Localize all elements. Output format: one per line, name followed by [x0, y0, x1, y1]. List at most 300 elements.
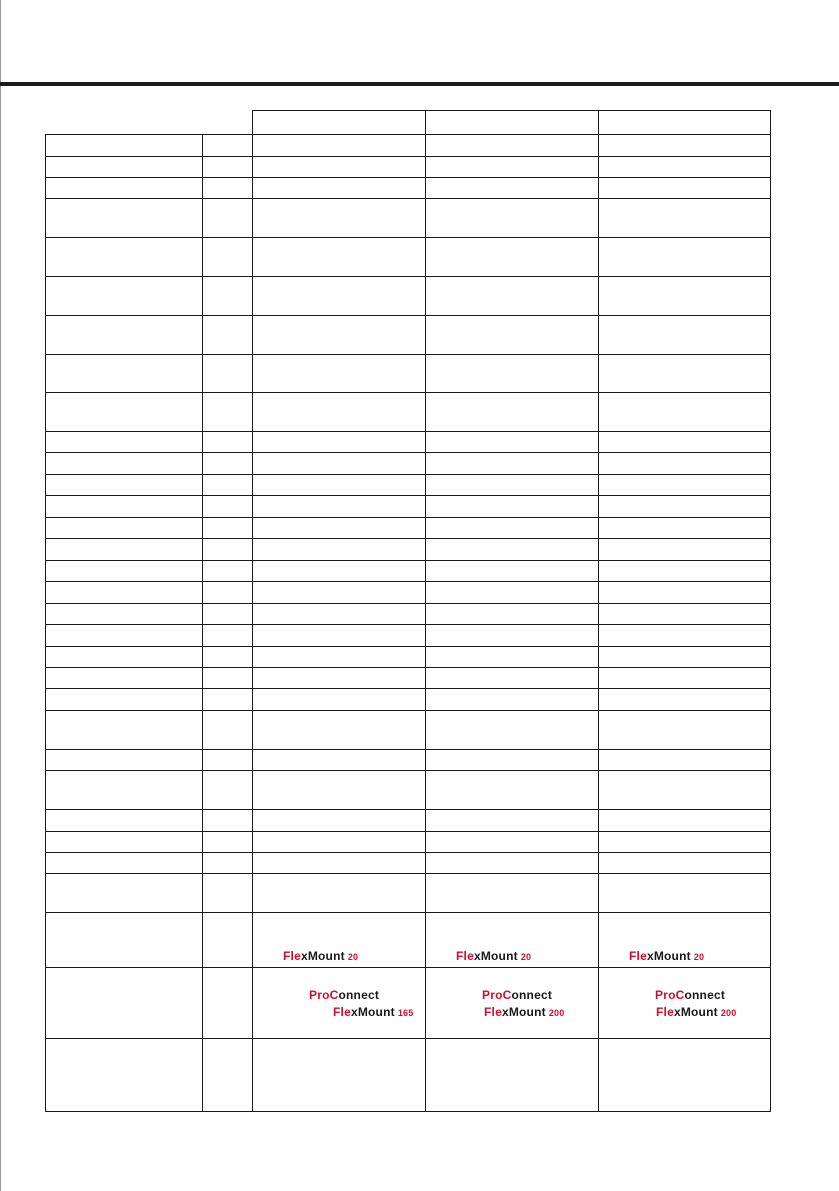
row-unit-cell — [203, 711, 253, 750]
logo-flex-red: Fle — [283, 949, 301, 963]
row-value-cell — [599, 711, 771, 750]
cell-content — [253, 539, 425, 560]
row-value-cell — [599, 157, 771, 178]
cell-content — [599, 475, 770, 495]
flexmount-logo — [484, 1005, 564, 1020]
cell-content — [599, 913, 770, 967]
header-cell-model-3 — [599, 111, 771, 135]
cell-content — [253, 157, 425, 177]
cell-content — [426, 316, 598, 354]
cell-content — [599, 968, 770, 1038]
cell-content — [599, 238, 770, 276]
row-label-cell — [46, 393, 203, 432]
row-unit-cell — [203, 238, 253, 277]
logo-flex-red: Fle — [333, 1005, 351, 1019]
cell-content — [599, 518, 770, 538]
row-value-cell — [253, 518, 426, 539]
logo-flex-number: 20 — [347, 952, 359, 962]
cell-content — [253, 711, 425, 749]
row-value-cell — [599, 539, 771, 561]
cell-content — [253, 238, 425, 276]
row-label-cell — [46, 689, 203, 711]
row-unit-cell — [203, 874, 253, 913]
row-value-cell — [426, 432, 599, 453]
row-value-cell — [426, 625, 599, 647]
row-label-cell — [46, 582, 203, 604]
table-row — [46, 647, 771, 668]
cell-content — [253, 913, 425, 967]
flexmount-logo — [456, 949, 531, 964]
cell-content — [599, 771, 770, 809]
cell-content — [426, 453, 598, 474]
cell-content — [426, 668, 598, 688]
row-value-cell — [426, 199, 599, 238]
cell-content — [253, 853, 425, 873]
row-unit-cell — [203, 832, 253, 853]
cell-content — [599, 853, 770, 873]
logo-pro-rest: nnect — [692, 988, 726, 1002]
table-row — [46, 355, 771, 393]
cell-content — [253, 432, 425, 452]
row-unit-cell — [203, 475, 253, 496]
row-label-cell — [46, 453, 203, 475]
header-cell-model-1 — [253, 111, 426, 135]
row-value-cell — [599, 475, 771, 496]
cell-content — [426, 604, 598, 624]
row-label-cell — [46, 238, 203, 277]
flexmount-logo — [629, 949, 704, 964]
row-value-cell — [253, 157, 426, 178]
row-unit-cell — [203, 750, 253, 771]
row-unit-cell — [203, 496, 253, 518]
cell-content — [253, 771, 425, 809]
logo-flex-red: Fle — [456, 949, 474, 963]
cell-content — [253, 316, 425, 354]
cell-content — [599, 355, 770, 392]
row-value-cell — [253, 832, 426, 853]
cell-content — [599, 316, 770, 354]
logo-pro-rest: nnect — [346, 988, 380, 1002]
header-row — [46, 111, 771, 135]
row-label-cell — [46, 832, 203, 853]
table-row — [46, 135, 771, 157]
row-value-cell — [426, 157, 599, 178]
cell-content — [426, 432, 598, 452]
cell-content — [426, 238, 598, 276]
row-value-cell — [599, 453, 771, 475]
row-label-cell — [46, 750, 203, 771]
row-label-cell — [46, 277, 203, 316]
row-label-cell — [46, 518, 203, 539]
flexmount-logo — [283, 949, 358, 964]
cell-content — [426, 561, 598, 581]
table-row — [46, 689, 771, 711]
row-label-cell — [46, 1039, 203, 1112]
cell-content — [426, 199, 598, 237]
cell-content — [599, 432, 770, 452]
row-unit-cell — [203, 582, 253, 604]
row-value-cell — [253, 178, 426, 199]
row-value-cell — [599, 178, 771, 199]
row-unit-cell — [203, 771, 253, 810]
row-value-cell — [253, 647, 426, 668]
logo-flex-red: Fle — [629, 949, 647, 963]
cell-content — [599, 277, 770, 315]
cell-content — [426, 582, 598, 603]
cell-content — [253, 625, 425, 646]
row-unit-cell — [203, 625, 253, 647]
spec-table-body — [46, 111, 771, 1112]
row-value-cell — [426, 453, 599, 475]
logo-pro-rest: nnect — [519, 988, 553, 1002]
cell-content — [253, 689, 425, 710]
row-unit-cell — [203, 968, 253, 1039]
cell-content — [426, 135, 598, 156]
table-row — [46, 968, 771, 1039]
row-value-cell — [599, 582, 771, 604]
row-value-cell — [253, 539, 426, 561]
row-unit-cell — [203, 518, 253, 539]
logo-flex-number: 200 — [720, 1008, 737, 1018]
row-value-cell — [426, 316, 599, 355]
logo-pro-red: Pro — [309, 988, 330, 1002]
cell-content — [253, 647, 425, 667]
proconnect-logo — [482, 988, 552, 1002]
cell-content — [426, 810, 598, 831]
row-label-cell — [46, 874, 203, 913]
cell-content — [253, 496, 425, 517]
row-unit-cell — [203, 135, 253, 157]
row-value-cell — [426, 689, 599, 711]
row-value-cell — [599, 853, 771, 874]
row-label-cell — [46, 853, 203, 874]
row-value-cell — [599, 604, 771, 625]
table-row — [46, 582, 771, 604]
row-unit-cell — [203, 561, 253, 582]
table-row — [46, 810, 771, 832]
cell-content — [599, 810, 770, 831]
logo-flex-x: x — [501, 1005, 509, 1019]
logo-flex-red: Fle — [656, 1005, 674, 1019]
row-value-cell — [599, 135, 771, 157]
logo-pro-c: C — [502, 988, 512, 1002]
proconnect-logo — [655, 988, 725, 1002]
cell-content — [599, 874, 770, 912]
row-label-cell — [46, 157, 203, 178]
table-row — [46, 316, 771, 355]
cell-content — [426, 518, 598, 538]
row-value-cell — [426, 582, 599, 604]
row-value-cell — [599, 750, 771, 771]
table-row — [46, 496, 771, 518]
row-label-cell — [46, 539, 203, 561]
cell-content — [599, 647, 770, 667]
header-blank-cell — [46, 111, 253, 135]
table-row — [46, 604, 771, 625]
cell-content — [599, 393, 770, 431]
row-unit-cell — [203, 277, 253, 316]
logo-flex-mount: Mount — [480, 949, 518, 963]
row-label-cell — [46, 625, 203, 647]
row-value-cell — [599, 1039, 771, 1112]
table-row — [46, 453, 771, 475]
logo-flex-mount: Mount — [653, 949, 691, 963]
table-row — [46, 157, 771, 178]
cell-content — [426, 968, 598, 1038]
cell-content — [599, 604, 770, 624]
cell-content — [426, 853, 598, 873]
table-row — [46, 238, 771, 277]
cell-content — [599, 625, 770, 646]
cell-content — [253, 199, 425, 237]
logo-pro-red: Pro — [482, 988, 503, 1002]
logo-pro-o: o — [684, 988, 693, 1002]
cell-content — [426, 277, 598, 315]
cell-content — [253, 668, 425, 688]
row-value-cell — [253, 277, 426, 316]
row-unit-cell — [203, 689, 253, 711]
cell-content — [599, 453, 770, 474]
row-value-cell — [599, 561, 771, 582]
cell-content — [253, 832, 425, 852]
page-edge-line — [0, 0, 1, 1191]
logo-pro-o: o — [338, 988, 347, 1002]
cell-content — [599, 178, 770, 198]
row-value-cell — [426, 277, 599, 316]
cell-content — [599, 1039, 770, 1111]
row-value-cell — [253, 561, 426, 582]
row-unit-cell — [203, 157, 253, 178]
row-unit-cell — [203, 647, 253, 668]
row-value-cell — [253, 582, 426, 604]
table-row — [46, 432, 771, 453]
row-label-cell — [46, 968, 203, 1039]
row-value-cell — [253, 135, 426, 157]
row-value-cell — [599, 199, 771, 238]
row-value-cell — [426, 810, 599, 832]
row-label-cell — [46, 604, 203, 625]
row-value-cell — [253, 874, 426, 913]
flexmount-logo — [656, 1005, 736, 1020]
logo-flex-mount: Mount — [680, 1005, 718, 1019]
row-value-cell — [253, 750, 426, 771]
cell-content — [253, 178, 425, 198]
row-value-cell — [426, 832, 599, 853]
row-value-cell — [599, 771, 771, 810]
row-value-cell — [426, 135, 599, 157]
cell-content — [426, 874, 598, 912]
row-value-cell — [599, 518, 771, 539]
row-value-cell — [253, 689, 426, 711]
cell-content — [599, 135, 770, 156]
flexmount-logo — [333, 1005, 413, 1020]
row-value-cell — [599, 355, 771, 393]
row-value-cell — [599, 496, 771, 518]
row-value-cell — [426, 1039, 599, 1112]
cell-content — [599, 496, 770, 517]
logo-flex-x: x — [350, 1005, 358, 1019]
row-value-cell — [253, 432, 426, 453]
cell-content — [426, 771, 598, 809]
row-value-cell — [599, 968, 771, 1039]
table-row — [46, 853, 771, 874]
row-unit-cell — [203, 604, 253, 625]
cell-content — [426, 647, 598, 667]
logo-flex-x: x — [300, 949, 308, 963]
table-row — [46, 277, 771, 316]
logo-flex-number: 20 — [520, 952, 532, 962]
cell-content — [253, 750, 425, 770]
cell-content — [426, 1039, 598, 1111]
header-cell-model-2 — [426, 111, 599, 135]
row-value-cell — [599, 668, 771, 689]
cell-content — [426, 393, 598, 431]
row-value-cell — [253, 393, 426, 432]
row-value-cell — [599, 238, 771, 277]
row-label-cell — [46, 668, 203, 689]
cell-content — [599, 668, 770, 688]
row-label-cell — [46, 355, 203, 393]
table-row — [46, 178, 771, 199]
table-row — [46, 711, 771, 750]
row-value-cell — [599, 647, 771, 668]
row-value-cell — [599, 625, 771, 647]
row-unit-cell — [203, 178, 253, 199]
cell-content — [426, 832, 598, 852]
cell-content — [253, 355, 425, 392]
row-unit-cell — [203, 539, 253, 561]
logo-pro-red: Pro — [655, 988, 676, 1002]
row-value-cell — [253, 711, 426, 750]
row-unit-cell — [203, 853, 253, 874]
row-label-cell — [46, 711, 203, 750]
row-value-cell — [426, 475, 599, 496]
row-value-cell — [253, 625, 426, 647]
row-label-cell — [46, 475, 203, 496]
table-row — [46, 874, 771, 913]
cell-content — [426, 711, 598, 749]
row-unit-cell — [203, 432, 253, 453]
row-value-cell — [253, 199, 426, 238]
row-value-cell — [599, 689, 771, 711]
cell-content — [253, 968, 425, 1038]
cell-content — [426, 157, 598, 177]
logo-flex-number: 20 — [693, 952, 705, 962]
row-value-cell — [253, 316, 426, 355]
row-label-cell — [46, 913, 203, 968]
table-row — [46, 625, 771, 647]
row-value-cell — [426, 561, 599, 582]
cell-content — [599, 539, 770, 560]
table-row — [46, 750, 771, 771]
cell-content — [426, 496, 598, 517]
cell-content — [599, 832, 770, 852]
cell-content — [426, 355, 598, 392]
logo-flex-mount: Mount — [508, 1005, 546, 1019]
table-row — [46, 539, 771, 561]
row-unit-cell — [203, 393, 253, 432]
logo-flex-x: x — [673, 1005, 681, 1019]
cell-content — [253, 475, 425, 495]
table-row — [46, 561, 771, 582]
logo-pro-c: C — [329, 988, 339, 1002]
cell-content — [426, 539, 598, 560]
logo-pro-o: o — [511, 988, 520, 1002]
logo-flex-mount: Mount — [307, 949, 345, 963]
row-value-cell — [599, 277, 771, 316]
cell-content — [426, 750, 598, 770]
row-unit-cell — [203, 913, 253, 968]
row-value-cell — [253, 771, 426, 810]
row-value-cell — [253, 1039, 426, 1112]
cell-content — [253, 393, 425, 431]
cell-content — [253, 582, 425, 603]
table-row — [46, 475, 771, 496]
row-value-cell — [426, 711, 599, 750]
row-value-cell — [426, 968, 599, 1039]
cell-content — [426, 475, 598, 495]
row-value-cell — [426, 238, 599, 277]
row-unit-cell — [203, 668, 253, 689]
cell-content — [426, 625, 598, 646]
logo-flex-x: x — [473, 949, 481, 963]
row-value-cell — [426, 913, 599, 968]
row-unit-cell — [203, 355, 253, 393]
row-value-cell — [599, 316, 771, 355]
table-row — [46, 668, 771, 689]
row-value-cell — [426, 647, 599, 668]
row-value-cell — [426, 178, 599, 199]
row-value-cell — [253, 968, 426, 1039]
cell-content — [253, 135, 425, 156]
row-value-cell — [253, 853, 426, 874]
row-value-cell — [599, 810, 771, 832]
cell-content — [599, 711, 770, 749]
row-unit-cell — [203, 453, 253, 475]
cell-content — [426, 178, 598, 198]
row-value-cell — [599, 913, 771, 968]
row-unit-cell — [203, 1039, 253, 1112]
proconnect-logo — [309, 988, 379, 1002]
row-value-cell — [253, 913, 426, 968]
row-label-cell — [46, 199, 203, 238]
row-label-cell — [46, 771, 203, 810]
logo-pro-c: C — [675, 988, 685, 1002]
table-row — [46, 913, 771, 968]
row-value-cell — [426, 750, 599, 771]
cell-content — [599, 582, 770, 603]
row-value-cell — [426, 771, 599, 810]
row-label-cell — [46, 432, 203, 453]
row-value-cell — [426, 539, 599, 561]
table-row — [46, 199, 771, 238]
row-value-cell — [426, 853, 599, 874]
row-value-cell — [426, 518, 599, 539]
table-row — [46, 518, 771, 539]
row-value-cell — [426, 393, 599, 432]
logo-flex-number: 165 — [397, 1008, 414, 1018]
table-row — [46, 393, 771, 432]
row-unit-cell — [203, 199, 253, 238]
cell-content — [253, 1039, 425, 1111]
row-value-cell — [426, 874, 599, 913]
header-rule — [0, 82, 839, 86]
row-value-cell — [253, 355, 426, 393]
row-value-cell — [253, 453, 426, 475]
cell-content — [253, 874, 425, 912]
cell-content — [253, 810, 425, 831]
row-value-cell — [599, 874, 771, 913]
